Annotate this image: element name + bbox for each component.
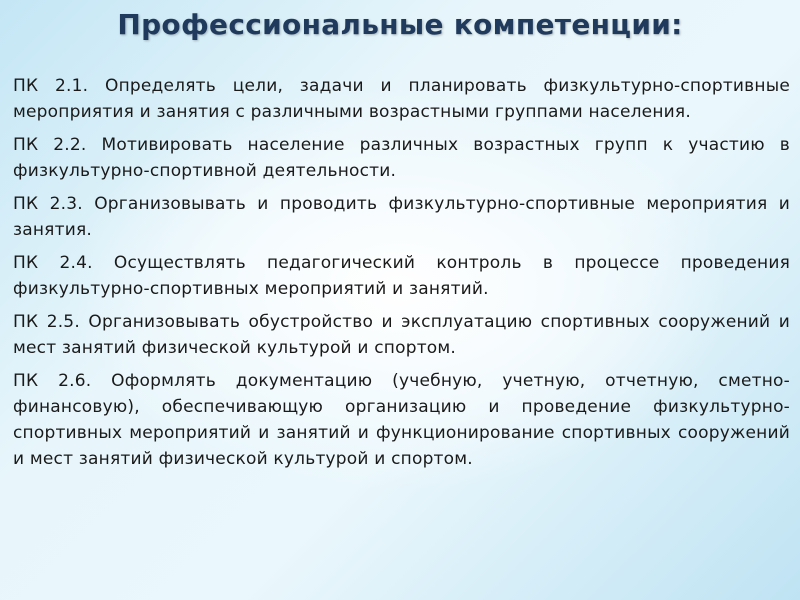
- competency-pk-2-6: ПК 2.6. Оформлять документацию (учебную, учетную, отчетную, сметно-финансовую), обеспечивающую организацию и проведение физкультурно-спортивных мероприятий и занятий и функционирование спортивных сооружений и мест занятий физической культурой и спортом.: [13, 371, 790, 469]
- competencies-list: [13, 73, 790, 472]
- slide-title: Профессиональные компетенции:: [117, 8, 683, 41]
- competency-pk-2-2: ПК 2.2. Мотивировать население различных возрастных групп к участию в физкультурно-спортивной деятельности.: [13, 135, 790, 181]
- competency-pk-2-1: ПК 2.1. Определять цели, задачи и планировать физкультурно-спортивные мероприятия и занятия с различными возрастными группами населения.: [13, 76, 790, 122]
- competency-pk-2-4: ПК 2.4. Осуществлять педагогический контроль в процессе проведения физкультурно-спортивных мероприятий и занятий.: [13, 253, 790, 299]
- competency-pk-2-5: ПК 2.5. Организовывать обустройство и эксплуатацию спортивных сооружений и мест занятий физической культурой и спортом.: [13, 312, 790, 358]
- competency-pk-2-3: ПК 2.3. Организовывать и проводить физкультурно-спортивные мероприятия и занятия.: [13, 194, 790, 240]
